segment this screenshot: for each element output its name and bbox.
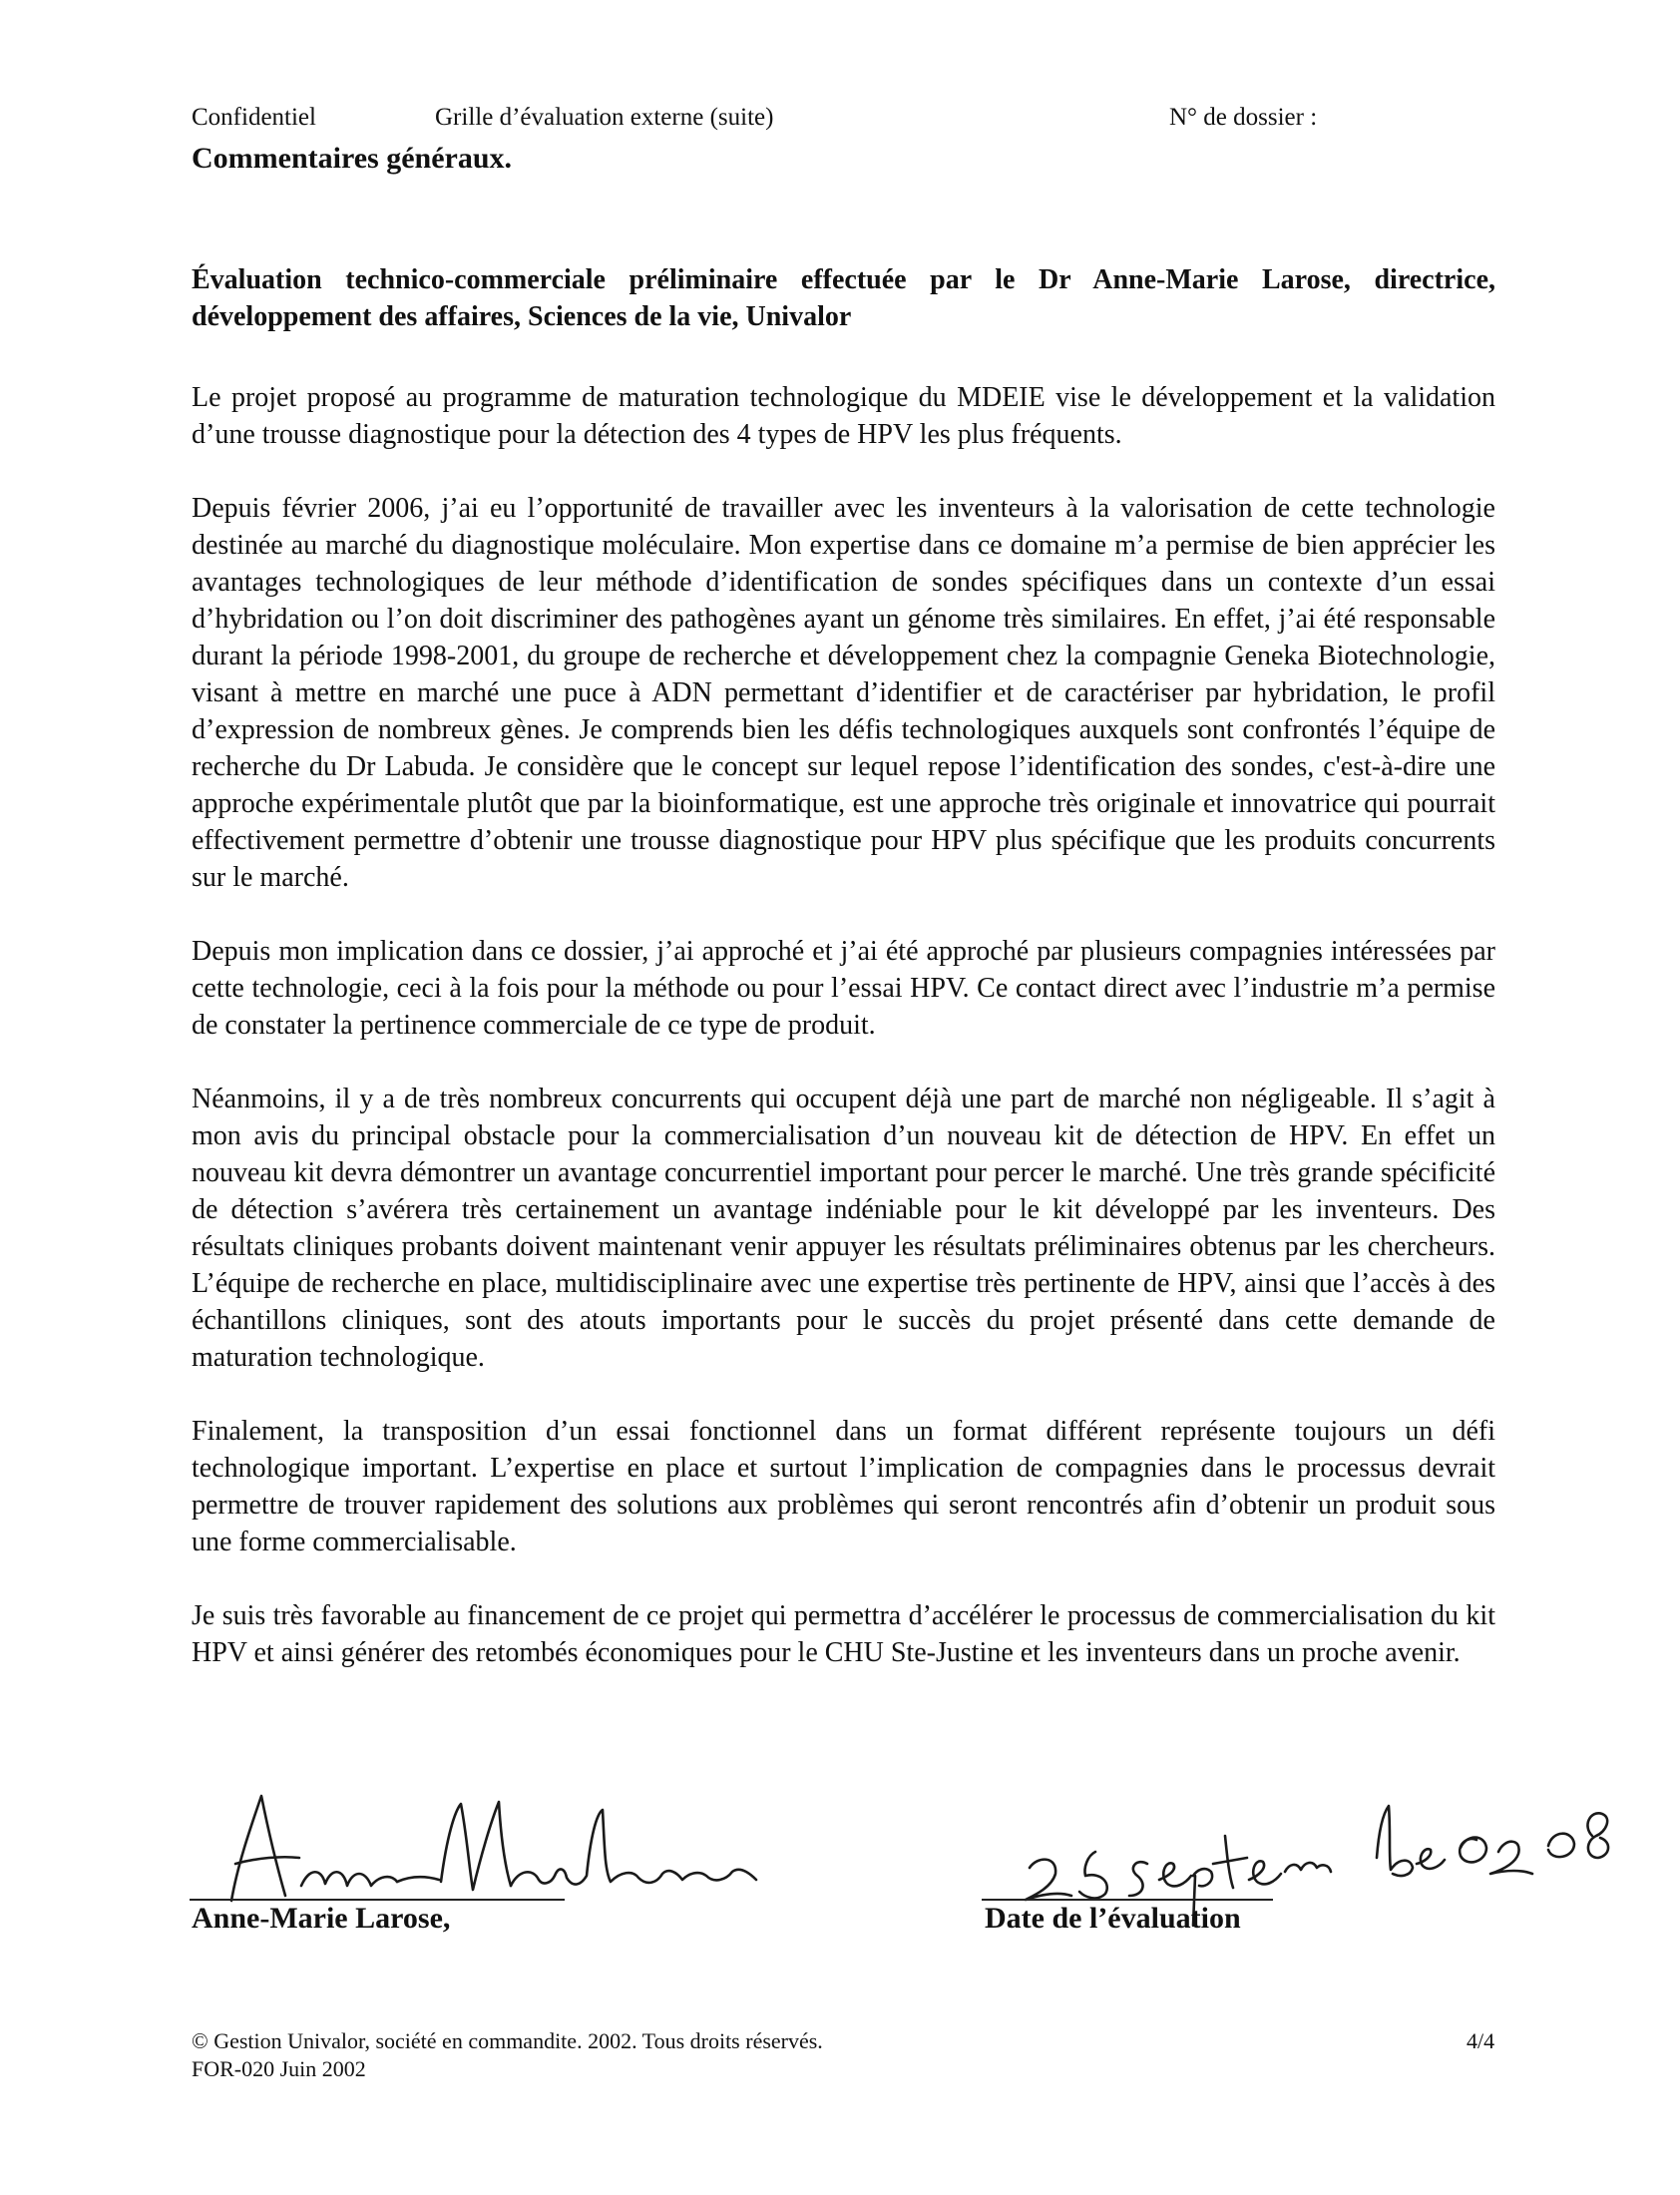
document-body [192, 261, 1495, 1708]
dossier-number-label: N° de dossier : [1169, 104, 1318, 131]
paragraph-expertise: Depuis février 2006, j’ai eu l’opportunité de travailler avec les inventeurs à la valorisation de cette technologie destinée au marché du diagnostique moléculaire. Mon expertise dans ce domaine m’a permise de bien apprécier les avantages technologiques de leur méthode d’identification de sondes spécifiques dans un contexte d’un essai d’hybridation ou l’on doit discriminer des pathogènes ayant un génome très similaires. En effet, j’ai été responsable durant la période 1998-2001, du groupe de recherche et développement chez la compagnie Geneka Biotechnologie, visant à mettre en marché une puce à ADN permettant d’identifier et de caractériser par hybridation, le profil d’expression de nombreux gènes. Je comprends bien les défis technologiques auxquels sont confrontés l’équipe de recherche du Dr Labuda. Je considère que le concept sur lequel repose l’identification des sondes, c'est-à-dire une approche expérimentale plutôt que par la bioinformatique, est une approche très originale et innovatrice qui pourrait effectivement permettre d’obtenir une trousse diagnostique pour HPV plus spécifique que les produits concurrents sur le marché. [192, 493, 1495, 893]
evaluation-date-label: Date de l’évaluation [985, 1902, 1241, 1935]
form-title: Grille d’évaluation externe (suite) [435, 104, 774, 131]
page-number: 4/4 [1467, 2028, 1495, 2053]
copyright-notice: © Gestion Univalor, société en commandite. 2002. Tous droits réservés. [192, 2028, 823, 2053]
paragraph-challenges: Finalement, la transposition d’un essai fonctionnel dans un format différent représente toujours un défi technologique important. L’expertise en place et surtout l’implication de compagnies dans le processus devrait permettre de trouver rapidement des solutions aux problèmes qui seront rencontrés afin d’obtenir un produit sous une forme commercialisable. [192, 1416, 1495, 1557]
signature-line [190, 1899, 565, 1901]
date-line [982, 1899, 1273, 1901]
confidential-label: Confidentiel [192, 104, 316, 131]
signer-name: Anne-Marie Larose, [192, 1902, 451, 1935]
handwritten-signature [231, 1796, 756, 1901]
paragraph-intro: Le projet proposé au programme de maturation technologique du MDEIE vise le développement et la validation d’une trousse diagnostique pour la détection des 4 types de HPV les plus fréquents. [192, 382, 1495, 450]
evaluation-subtitle: Évaluation technico-commerciale préliminaire effectuée par le Dr Anne-Marie Larose, directrice, développement des affaires, Sciences de la vie, Univalor [192, 264, 1495, 332]
section-title: Commentaires généraux. [192, 142, 513, 175]
paragraph-conclusion: Je suis très favorable au financement de ce projet qui permettra d’accélérer le processus de commercialisation du kit HPV et ainsi générer des retombés économiques pour le CHU Ste-Justine et les inventeurs dans un proche avenir. [192, 1600, 1495, 1668]
paragraph-competition: Néanmoins, il y a de très nombreux concurrents qui occupent déjà une part de marché non négligeable. Il s’agit à mon avis du principal obstacle pour la commercialisation d’un nouveau kit de détection de HPV. En effet un nouveau kit devra démontrer un avantage concurrentiel important pour percer le marché. Une très grande spécificité de détection s’avérera très certainement un avantage indéniable pour le kit développé par les inventeurs. Des résultats cliniques probants doivent maintenant venir appuyer les résultats préliminaires obtenus par les chercheurs. L’équipe de recherche en place, multidisciplinaire avec une expertise très pertinente de HPV, ainsi que l’accès à des échantillons cliniques, sont des atouts importants pour le succès du projet présenté dans cette demande de maturation technologique. [192, 1084, 1495, 1373]
paragraph-industry: Depuis mon implication dans ce dossier, j’ai approché et j’ai été approché par plusieurs compagnies intéressées par cette technologie, ceci à la fois pour la méthode ou pour l’essai HPV. Ce contact direct avec l’industrie m’a permise de constater la pertinence commerciale de ce type de produit. [192, 936, 1495, 1041]
form-code: FOR-020 Juin 2002 [192, 2056, 366, 2081]
